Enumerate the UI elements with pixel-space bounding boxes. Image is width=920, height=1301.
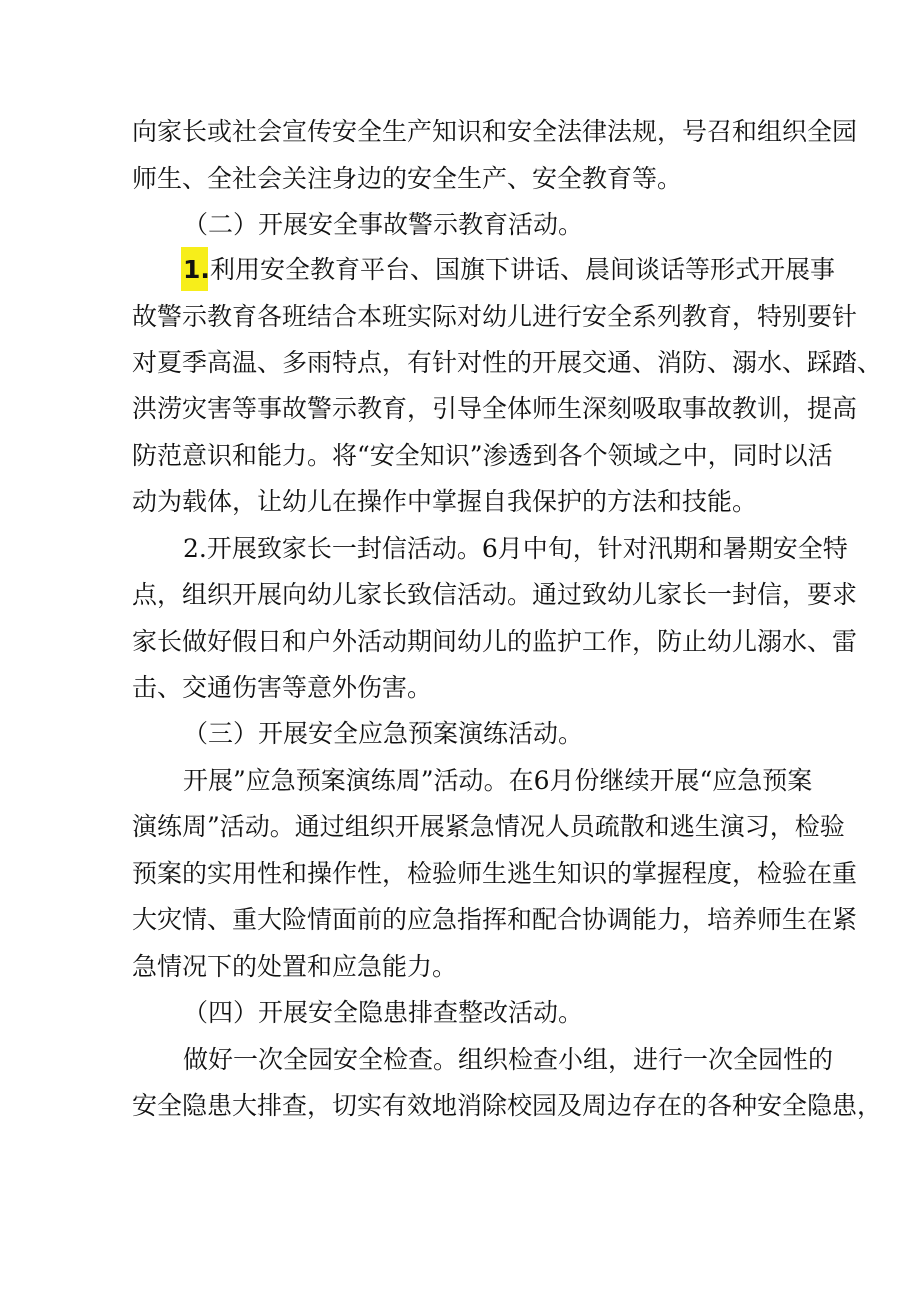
- paragraph-line: 大灾情、重大险情面前的应急指挥和配合协调能力，培养师生在紧: [132, 905, 858, 934]
- paragraph-line: 家长做好假日和户外活动期间幼儿的监护工作，防止幼儿溺水、雷: [132, 627, 858, 656]
- paragraph-line: 对夏季高温、多雨特点，有针对性的开展交通、消防、溺水、踩踏、: [132, 348, 883, 377]
- paragraph-line: 开展”应急预案演练周”活动。在6月份继续开展“应急预案: [183, 766, 813, 795]
- section-heading-2: （二）开展安全事故警示教育活动。: [183, 210, 584, 239]
- paragraph-line: 2.开展致家长一封信活动。6月中旬，针对汛期和暑期安全特: [183, 534, 848, 563]
- paragraph-line: 点，组织开展向幼儿家长致信活动。通过致幼儿家长一封信，要求: [132, 580, 858, 609]
- paragraph-line: 预案的实用性和操作性，检验师生逃生知识的掌握程度，检验在重: [132, 859, 858, 888]
- paragraph-line: 动为载体，让幼儿在操作中掌握自我保护的方法和技能。: [132, 487, 758, 516]
- paragraph-line: 故警示教育各班结合本班实际对幼儿进行安全系列教育，特别要针: [132, 302, 858, 331]
- paragraph-line: 演练周”活动。通过组织开展紧急情况人员疏散和逃生演习，检验: [132, 812, 845, 841]
- paragraph-line: 做好一次全园安全检查。组织检查小组，进行一次全园性的: [183, 1045, 834, 1074]
- paragraph-line: 防范意识和能力。将“安全知识”渗透到各个领域之中，同时以活: [132, 441, 833, 470]
- paragraph-line: 利用安全教育平台、国旗下讲话、晨间谈话等形式开展事: [210, 255, 836, 284]
- paragraph-line: 安全隐患大排查，切实有效地消除校园及周边存在的各种安全隐患，: [132, 1091, 883, 1120]
- paragraph-line: 洪涝灾害等事故警示教育，引导全体师生深刻吸取事故教训，提高: [132, 394, 858, 423]
- paragraph-line: 向家长或社会宣传安全生产知识和安全法律法规，号召和组织全园: [132, 117, 858, 146]
- section-heading-4: （四）开展安全隐患排查整改活动。: [183, 998, 584, 1027]
- list-number-1: 1.: [183, 255, 210, 284]
- paragraph-line: 师生、全社会关注身边的安全生产、安全教育等。: [132, 164, 683, 193]
- paragraph-line: 击、交通伤害等意外伤害。: [132, 673, 433, 702]
- section-heading-3: （三）开展安全应急预案演练活动。: [183, 719, 584, 748]
- paragraph-line: 急情况下的处置和应急能力。: [132, 952, 458, 981]
